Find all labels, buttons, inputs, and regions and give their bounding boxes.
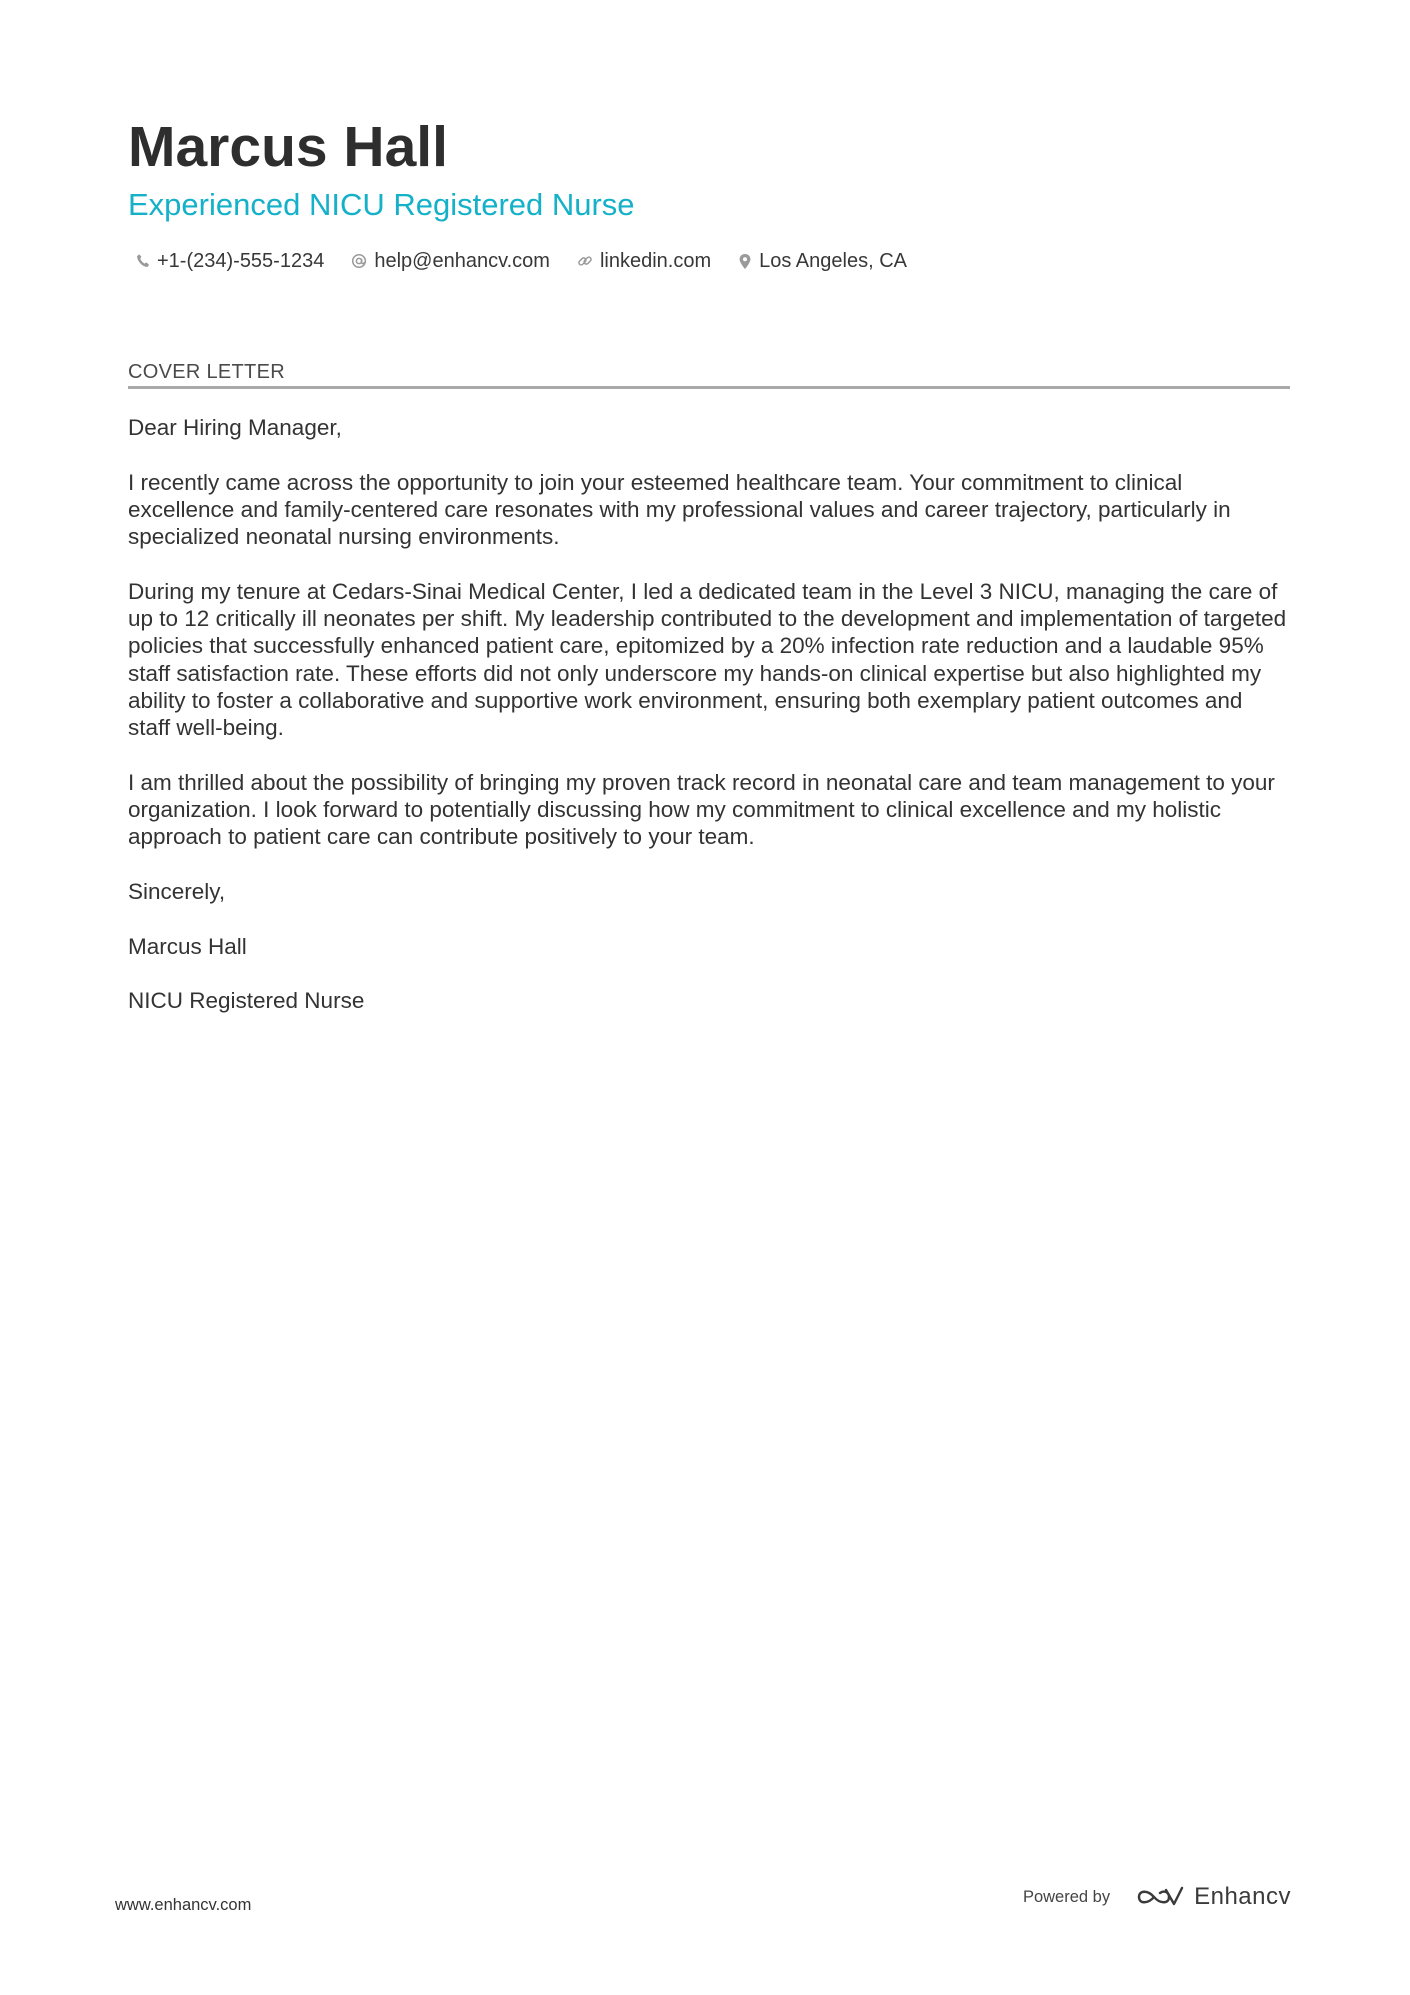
contact-email-text: help@enhancv.com <box>374 249 550 272</box>
enhancv-brand-name: Enhancv <box>1194 1883 1291 1910</box>
section-divider <box>128 386 1290 389</box>
contact-location <box>738 250 907 273</box>
footer-branding <box>1023 1880 1291 1914</box>
letter-body <box>128 414 1290 1042</box>
contact-linkedin-text: linkedin.com <box>599 249 712 272</box>
signature-name: Marcus Hall <box>128 933 247 959</box>
candidate-title: Experienced NICU Registered Nurse <box>128 187 635 222</box>
contact-phone-text: +1-(234)-555-1234 <box>157 249 325 272</box>
letter-paragraph: I recently came across the opportunity to join your esteemed healthcare team. Your commitment to clinical excellence and family-centered care resonates with my professional values and career trajectory, particularly in specialized neonatal nursing environments. <box>128 469 1231 550</box>
footer-website-link[interactable]: www.enhancv.com <box>115 1896 252 1914</box>
letter-paragraph: During my tenure at Cedars-Sinai Medical Center, I led a dedicated team in the Level 3 NICU, managing the care of up to 12 critically ill neonates per shift. My leadership contributed to the development and implementation of targeted policies that successfully enhanced patient care, epitomized by a 20% infection rate reduction and a laudable 95% staff satisfaction rate. These efforts did not only underscore my hands-on clinical expertise but also highlighted my ability to foster a collaborative and supportive work environment, ensuring both exemplary patient outcomes and staff well-being. <box>128 578 1287 741</box>
link-icon <box>577 253 593 269</box>
signature-title: NICU Registered Nurse <box>128 988 365 1014</box>
enhancv-logo-icon <box>1136 1884 1184 1910</box>
contact-location-text: Los Angeles, CA <box>759 249 907 272</box>
enhancv-logo[interactable] <box>1136 1883 1291 1911</box>
at-icon <box>351 253 367 269</box>
contact-phone <box>136 250 324 273</box>
contact-linkedin[interactable] <box>577 250 711 273</box>
contact-bar <box>136 246 934 276</box>
location-pin-icon <box>738 253 752 270</box>
powered-by-label: Powered by <box>1022 1887 1111 1906</box>
letter-closing: Sincerely, <box>128 879 226 905</box>
contact-email[interactable] <box>351 250 550 273</box>
letter-salutation: Dear Hiring Manager, <box>128 415 342 440</box>
letter-paragraph: I am thrilled about the possibility of bringing my proven track record in neonatal care and team management to your organization. I look forward to potentially discussing how my commitment to clinical excellence and my holistic approach to patient care can contribute positively to your team. <box>128 769 1275 850</box>
candidate-name: Marcus Hall <box>128 115 448 179</box>
phone-icon <box>136 253 150 269</box>
section-heading: COVER LETTER <box>128 361 285 383</box>
